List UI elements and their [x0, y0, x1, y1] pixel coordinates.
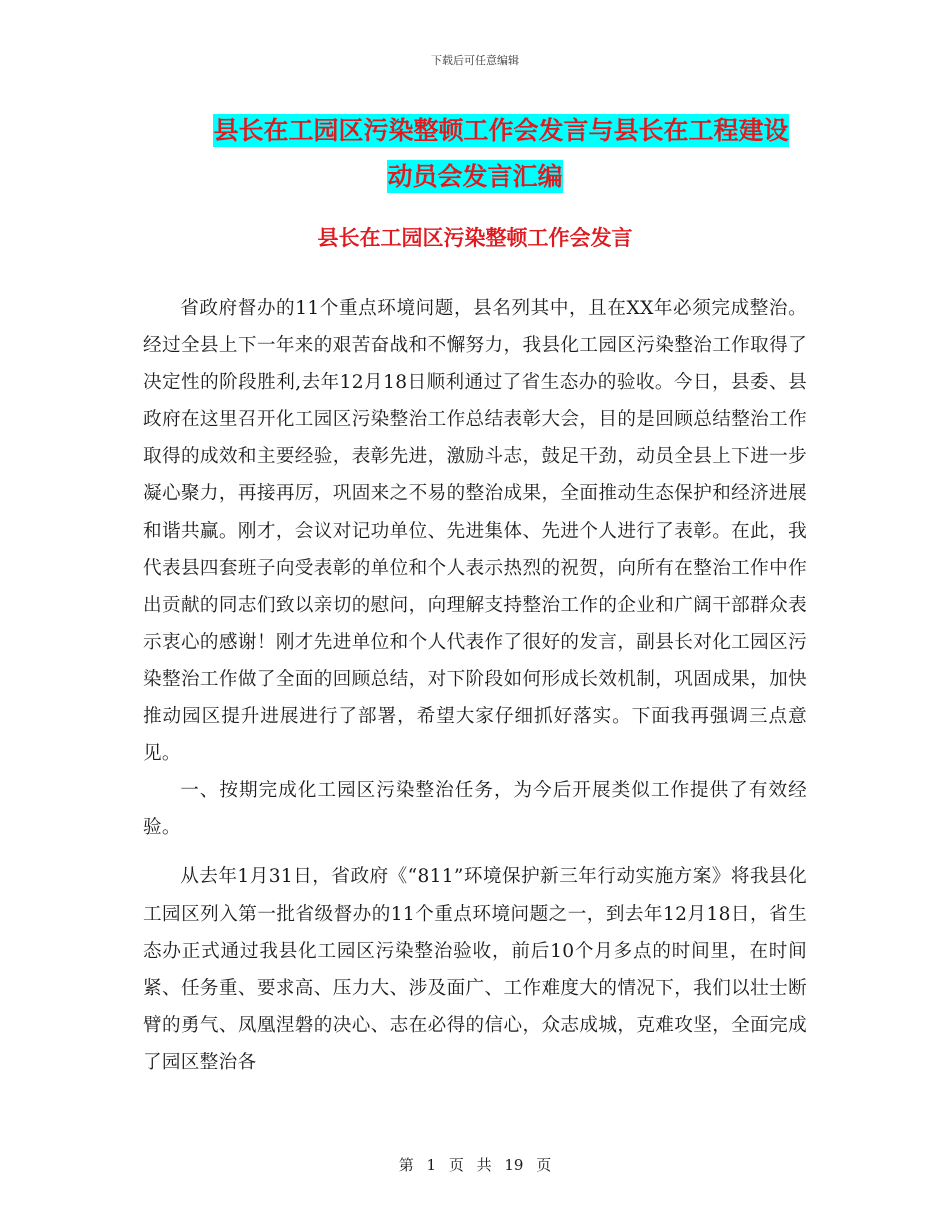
paragraph-1: 省政府督办的11个重点环境问题，县名列其中，且在XX年必须完成整治。经过全县上下一年来的艰苦奋战和不懈努力，我县化工园区污染整治工作取得了决定性的阶段胜利,去年12月18日顺利通过了省生态办的验收。今日，县委、县政府在这里召开化工园区污染整治工作总结表彰大会，目的是回顾总结整治工作取得的成效和主要经验，表彰先进，激励斗志，鼓足干劲，动员全县上下进一步凝心聚力，再接再厉，巩固来之不易的整治成果，全面推动生态保护和经济进展和谐共赢。刚才，会议对记功单位、先进集体、先进个人进行了表彰。在此，我代表县四套班子向受表彰的单位和个人表示热烈的祝贺，向所有在整治工作中作出贡献的同志们致以亲切的慰问，向理解支持整治工作的企业和广阔干部群众表示衷心的感谢！刚才先进单位和个人代表作了很好的发言，副县长对化工园区污染整治工作做了全面的回顾总结，对下阶段如何形成长效机制，巩固成果，加快推动园区提升进展进行了部署，希望大家仔细抓好落实。下面我再强调三点意见。 [143, 298, 807, 765]
body-text [143, 290, 807, 1081]
section-title: 县长在工园区污染整顿工作会发言 [317, 226, 633, 250]
paragraph-2: 一、按期完成化工园区污染整治任务，为今后开展类似工作提供了有效经验。 [143, 780, 807, 839]
document-title [0, 108, 950, 200]
paragraph-3: 从去年1月31日，省政府《“811”环境保护新三年行动实施方案》将我县化工园区列入第一批省级督办的11个重点环境问题之一，到去年12月18日，省生态办正式通过我县化工园区污染整治验收，前后10个月多点的时间里，在时间紧、任务重、要求高、压力大、涉及面广、工作难度大的情况下，我们以壮士断臂的勇气、凤凰涅磐的决心、志在必得的信心，众志成城，克难攻坚，全面完成了园区整治各 [143, 866, 807, 1073]
title-line-1: 县长在工园区污染整顿工作会发言与县长在工程建设 [213, 116, 789, 145]
page-footer: 第 1 页 共 19 页 [398, 1156, 552, 1174]
title-line-2: 动员会发言汇编 [387, 162, 563, 191]
header-note: 下载后可任意编辑 [431, 54, 519, 67]
